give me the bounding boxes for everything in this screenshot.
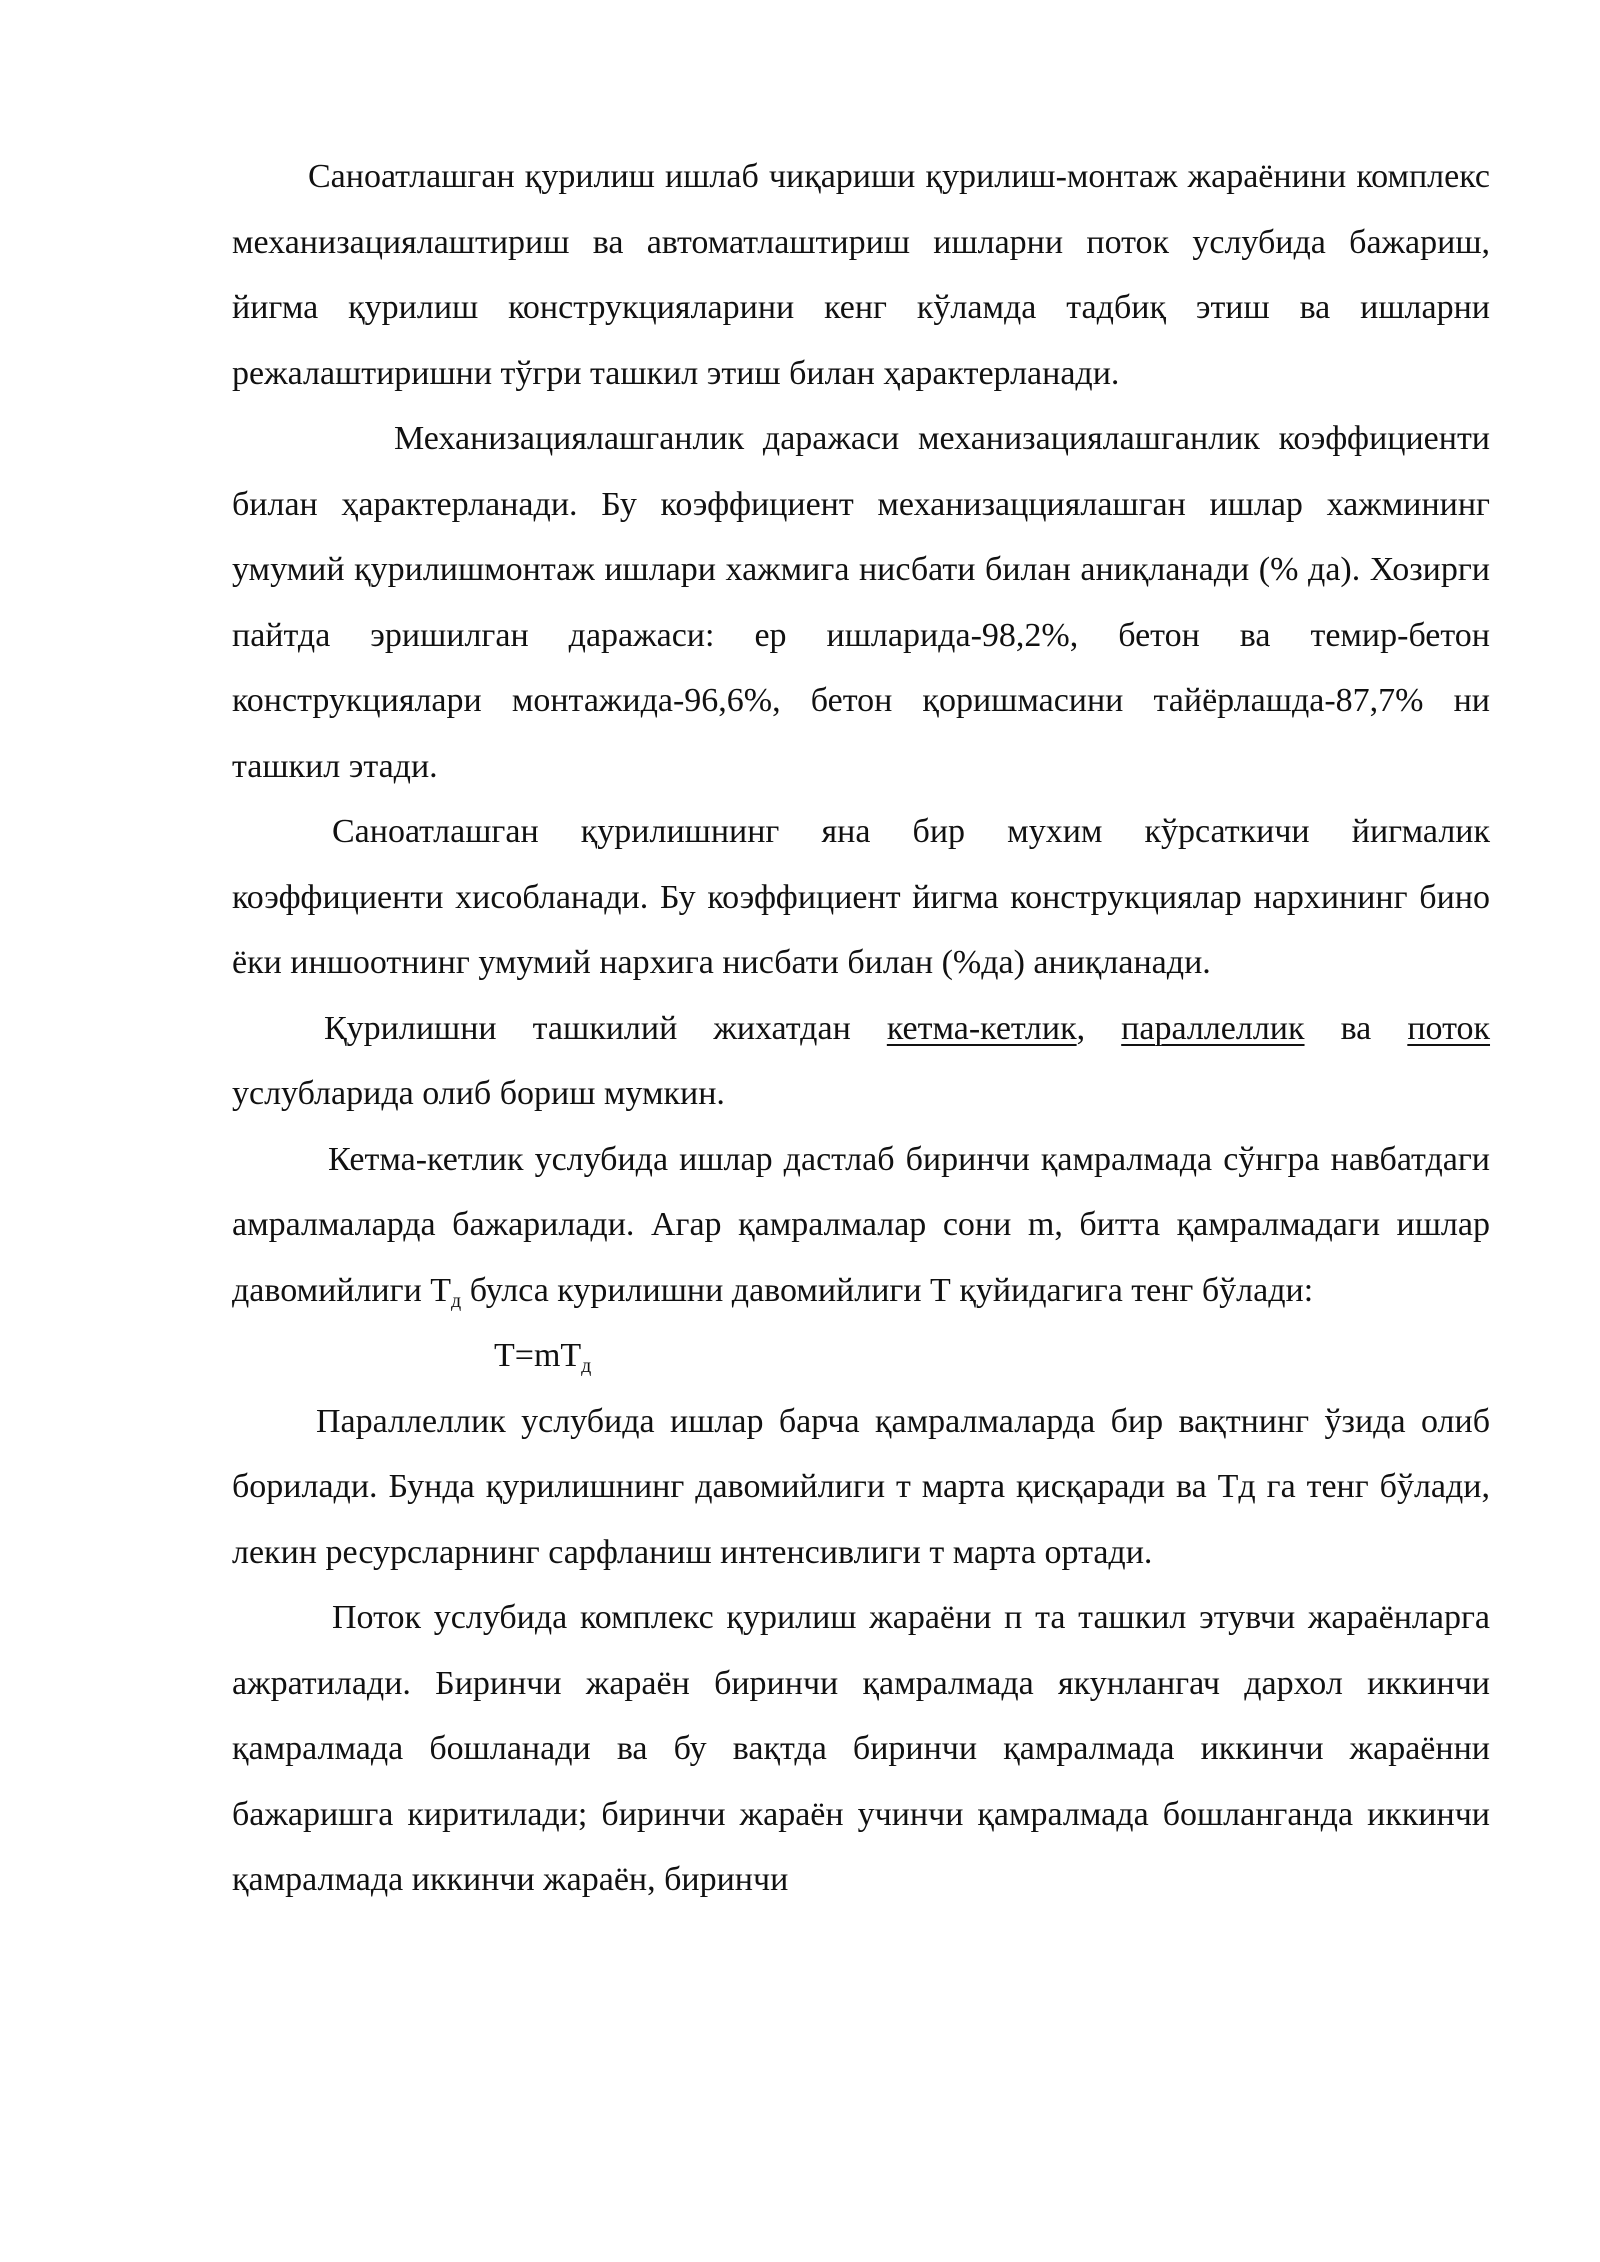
- paragraph-prefabrication-coefficient: Саноатлашган қурилишнинг яна бир мухим кўрсаткичи йигмалик коэффициенти хисобланади. Бу коэффициент йигма конструкциялар нархининг бино ёки иншоотнинг умумий нархига нисбати билан (%да) аниқланади.: [232, 813, 1490, 981]
- formula-main: Т=mТ: [494, 1337, 582, 1374]
- paragraph-mechanization-level: Механизациялашганлик даражаси механизациялашганлик коэффициенти билан ҳарактерланади. Бу коэффициент механизацциялашган ишлар хажмининг умумий қурилишмонтаж ишлари хажмига нисбати билан аниқланади (% да). Хозирги пайтда эришилган даражаси: ер ишларида-98,2%, бетон ва темир-бетон конструкциялари монтажида-96,6%, бетон қоришмасини тайёрлашда-87,7% ни ташкил этади.: [232, 420, 1490, 785]
- paragraph-flow-method: Поток услубида комплекс қурилиш жараёни п та ташкил этувчи жараёнларга ажратилади. Биринчи жараён биринчи қамралмада якунлангач дархол иккинчи қамралмада бошланади ва бу вақтда биринчи қамралмада иккинчи жараённи бажаришга киритилади; биринчи жараён учинчи қамралмада бошланганда иккинчи қамралмада иккинчи жараён, биринчи: [232, 1599, 1490, 1898]
- sequential-tail-text: булса курилишни давомийлиги Т қуйидагига тенг бўлади:: [461, 1271, 1314, 1309]
- formula-total-duration: [232, 1323, 1490, 1389]
- methods-tail-text: услубларида олиб бориш мумкин.: [232, 1075, 725, 1112]
- paragraph-parallel-method: Параллеллик услубида ишлар барча қамралмаларда бир вақтнинг ўзида олиб борилади. Бунда қурилишнинг давомийлиги т марта қисқаради ва Тд га тенг бўлади, лекин ресурсларнинг сарфланиш интенсивлиги т марта ортади.: [232, 1402, 1490, 1571]
- term-sequential: кетма-кетлик: [886, 1009, 1077, 1047]
- term-flow: поток: [1407, 1009, 1491, 1047]
- duration-subscript: д: [451, 1289, 462, 1312]
- methods-lead-text: Қурилишни ташкилий жихатдан: [324, 1009, 887, 1047]
- sequential-lead-text: Кетма-кетлик услубида ишлар дастлаб биринчи қамралмада сўнгра навбатдаги амралмаларда бажарилади. Агар қамралмалар сони m, битта қамралмадаги ишлар давомийлиги Т: [232, 1140, 1490, 1309]
- paragraph-sequential-method: [232, 1127, 1490, 1324]
- formula-subscript: д: [581, 1355, 592, 1377]
- paragraph-construction-methods: [232, 996, 1490, 1127]
- term-parallel: параллеллик: [1121, 1009, 1305, 1047]
- paragraph-industrialized-construction: Саноатлашган қурилиш ишлаб чиқариши қурилиш-монтаж жараёнини комплекс механизациялаштириш ва автоматлаштириш ишларни поток услубида бажариш, йигма қурилиш конструкцияларини кенг кўламда тадбиқ этиш ва ишларни режалаштиришни тўгри ташкил этиш билан ҳарактерланади.: [232, 158, 1490, 392]
- methods-separator-2: ва: [1304, 1009, 1408, 1047]
- methods-separator-1: ,: [1076, 1009, 1122, 1047]
- document-page: [232, 144, 1490, 1913]
